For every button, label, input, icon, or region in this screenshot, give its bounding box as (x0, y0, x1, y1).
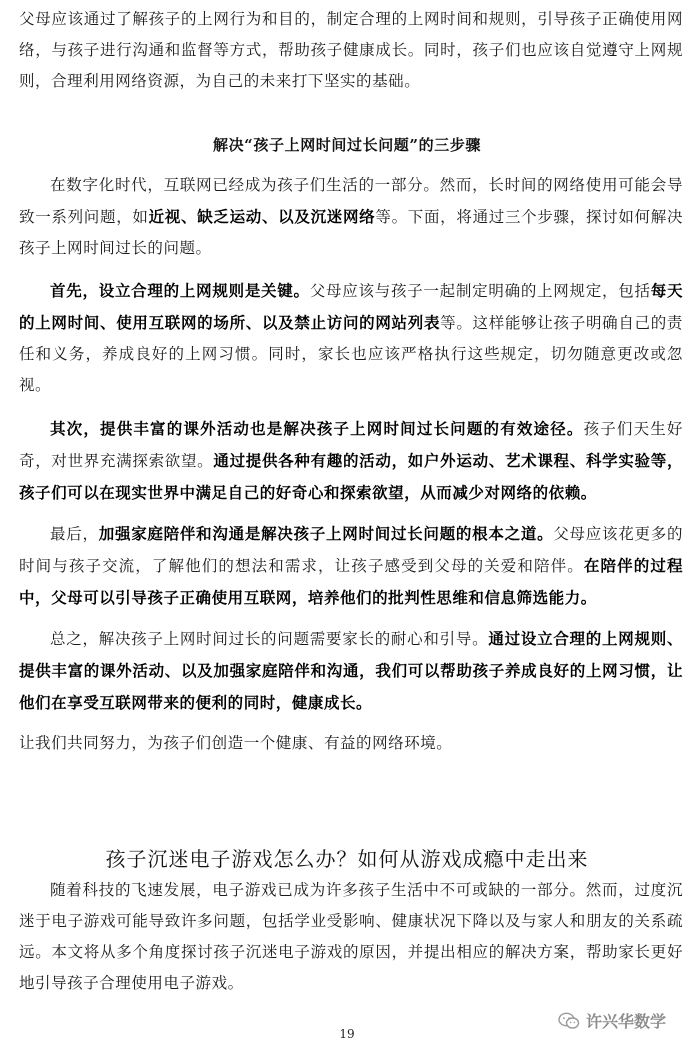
section1-paragraph-2 (19, 275, 683, 401)
section1-paragraph-4 (19, 518, 683, 614)
text-span: 父母应该花更多的时间与孩子交流，了解他们的想法和需求，让孩子感受到父母的关爱和陪伴。 (19, 525, 684, 575)
text-span: 在数字化时代，互联网已经成为孩子们生活的一部分。然而，长时间的网络使用可能会导致一系列问题，如 (19, 176, 683, 226)
text-span: 孩子们天生好奇，对世界充满探索欲望。 (19, 420, 683, 470)
text-span: 等。这样能够让孩子明确自己的责任和义务，养成良好的上网习惯。同时，家长也应该严格执行这些规定，切勿随意更改或忽视。 (19, 314, 683, 394)
article-title: 孩子沉迷电子游戏怎么办？如何从游戏成瘾中走出来 (105, 847, 589, 871)
bold-span: 首先，设立合理的上网规则是关键。 (50, 281, 310, 300)
section1-paragraph-1 (19, 170, 683, 264)
text-span: 等。下面，将通过三个步骤，探讨如何解决孩子上网时间过长的问题。 (19, 208, 683, 257)
text-span: 父母应该与孩子一起制定明确的上网规定，包括 (309, 282, 651, 300)
section2-paragraph-1: 随着科技的飞速发展，电子游戏已成为许多孩子生活中不可或缺的一部分。然而，过度沉迷于电子游戏可能导致许多问题，包括学业受影响、健康状况下降以及与家人和朋友的关系疏远。本文将从多个角度探讨孩子沉迷电子游戏的原因，并提出相应的解决方案，帮助家长更好地引导孩子合理使用电子游戏。 (19, 881, 683, 992)
section-heading: 解决“孩子上网时间过长问题”的三步骤 (212, 136, 482, 154)
wechat-icon (558, 1012, 580, 1030)
section1-paragraph-3 (19, 413, 683, 509)
bold-span: 每天的上网时间、使用互联网的场所、以及禁止访问的网站列表 (19, 281, 683, 332)
intro-paragraph: 父母应该通过了解孩子的上网行为和目的，制定合理的上网时间和规则，引导孩子正确使用网络，与孩子进行沟通和监督等方式，帮助孩子健康成长。同时，孩子们也应该自觉遵守上网规则，合理利用网络资源，为自己的未来打下坚实的基础。 (19, 10, 683, 90)
section1-paragraph-5 (19, 623, 683, 719)
bold-span: 在陪伴的过程中，父母可以引导孩子正确使用互联网，培养他们的批判性思维和信息筛选能力。 (19, 556, 683, 607)
watermark-text: 许兴华数学 (585, 1012, 666, 1031)
page-number: 19 (339, 1027, 355, 1041)
bold-span: 其次，提供丰富的课外活动也是解决孩子上网时间过长问题的有效途径。 (50, 419, 584, 438)
section1-closing: 让我们共同努力，为孩子们创造一个健康、有益的网络环境。 (19, 734, 453, 752)
bold-span: 通过设立合理的上网规则、提供丰富的课外活动、以及加强家庭陪伴和沟通，我们可以帮助孩子养成良好的上网习惯，让他们在享受互联网带来的便利的同时，健康成长。 (19, 629, 683, 712)
bold-span: 近视、缺乏运动、以及沉迷网络 (148, 207, 376, 226)
text-span: 最后， (50, 525, 99, 543)
bold-span: 通过提供各种有趣的活动，如户外运动、艺术课程、科学实验等，孩子们可以在现实世界中满足自己的好奇心和探索欲望，从而减少对网络的依赖。 (19, 451, 683, 502)
text-span: 总之，解决孩子上网时间过长的问题需要家长的耐心和引导。 (50, 630, 489, 648)
watermark (558, 1009, 666, 1032)
bold-span: 加强家庭陪伴和沟通是解决孩子上网时间过长问题的根本之道。 (98, 524, 554, 543)
